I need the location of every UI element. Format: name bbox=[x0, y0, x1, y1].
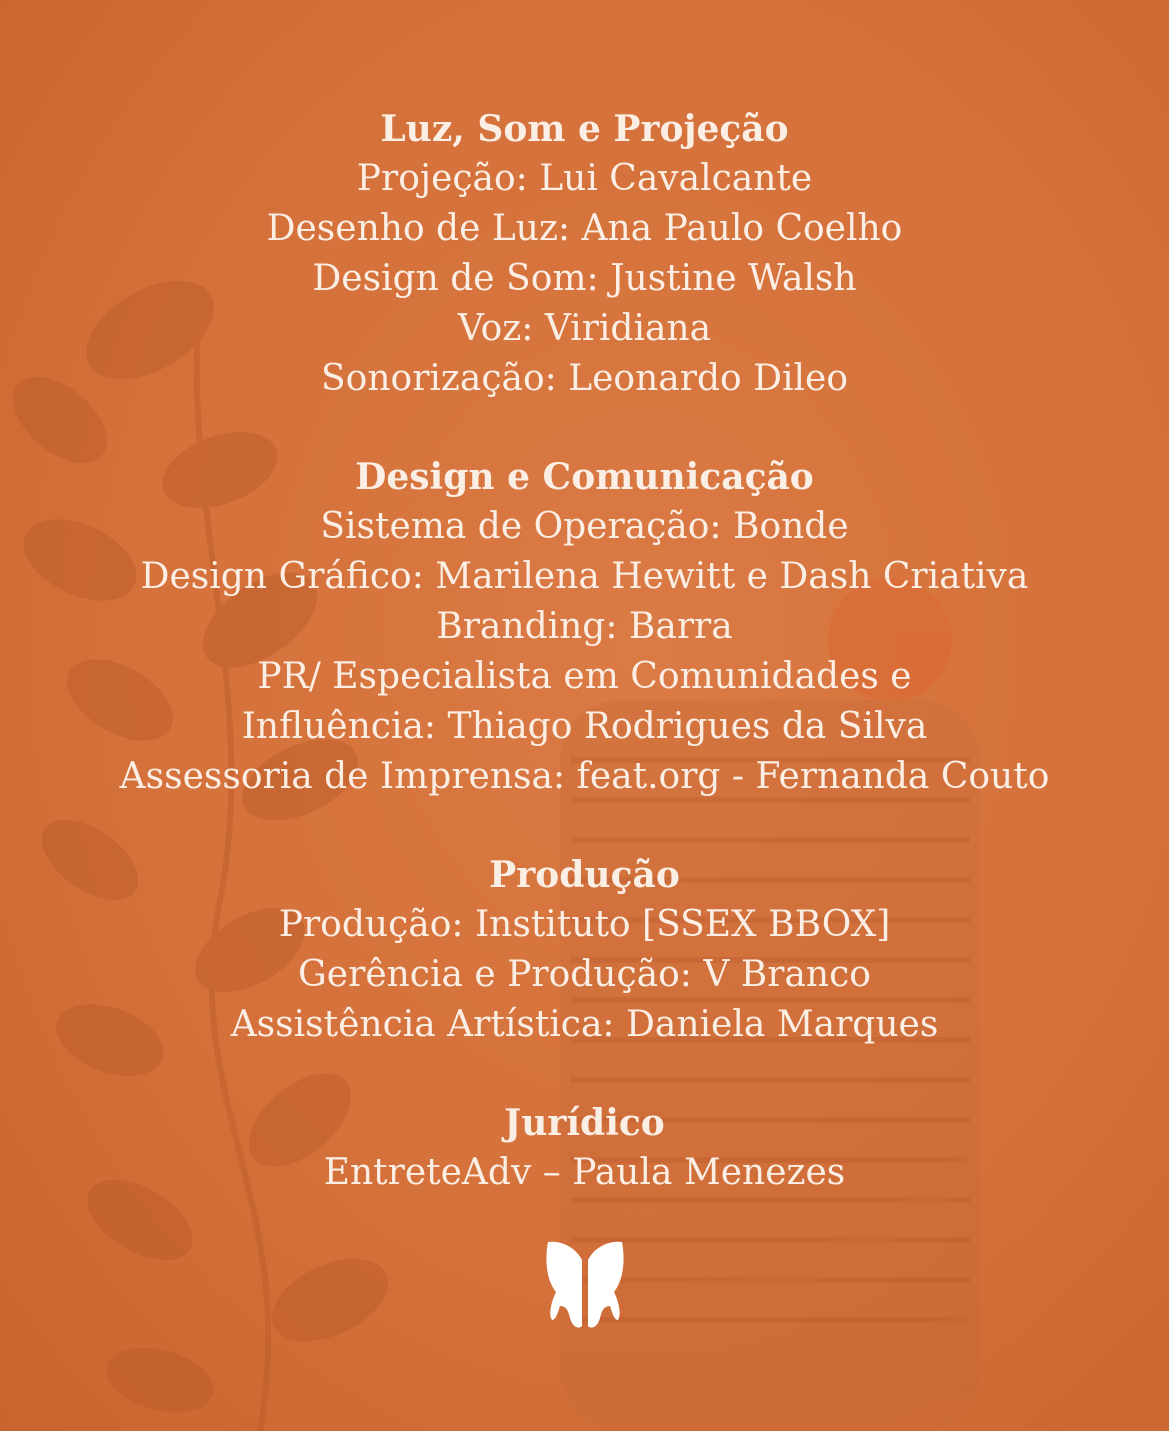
section-luz-som-projecao bbox=[0, 104, 1169, 404]
credit-line: Voz: Viridiana bbox=[457, 308, 712, 349]
credit-line: EntreteAdv – Paula Menezes bbox=[323, 1152, 846, 1193]
credit-line: Design de Som: Justine Walsh bbox=[312, 258, 857, 299]
credit-line: Design Gráfico: Marilena Hewitt e Dash Criativa bbox=[140, 556, 1029, 597]
section-title: Produção bbox=[489, 854, 680, 896]
section-juridico bbox=[0, 1098, 1169, 1198]
section-design-comunicacao bbox=[0, 452, 1169, 802]
section-title: Jurídico bbox=[504, 1102, 665, 1144]
credit-line: Desenho de Luz: Ana Paulo Coelho bbox=[266, 208, 903, 249]
credit-line: Influência: Thiago Rodrigues da Silva bbox=[241, 706, 928, 747]
credits-list bbox=[0, 104, 1169, 1246]
credit-line: Branding: Barra bbox=[436, 606, 733, 647]
section-title: Luz, Som e Projeção bbox=[380, 108, 789, 150]
credit-line: Gerência e Produção: V Branco bbox=[298, 954, 871, 995]
credit-line: Projeção: Lui Cavalcante bbox=[356, 158, 813, 199]
credit-line: Sistema de Operação: Bonde bbox=[320, 506, 849, 547]
credit-line: Produção: Instituto [SSEX BBOX] bbox=[278, 904, 891, 945]
butterfly-logo-icon bbox=[544, 1240, 626, 1332]
credit-line: Assistência Artística: Daniela Marques bbox=[230, 1004, 939, 1045]
credit-line: PR/ Especialista em Comunidades e bbox=[257, 656, 912, 697]
credit-line: Assessoria de Imprensa: feat.org - Fernanda Couto bbox=[119, 756, 1050, 797]
credit-line: Sonorização: Leonardo Dileo bbox=[321, 358, 848, 399]
section-producao bbox=[0, 850, 1169, 1050]
section-title: Design e Comunicação bbox=[355, 456, 814, 498]
